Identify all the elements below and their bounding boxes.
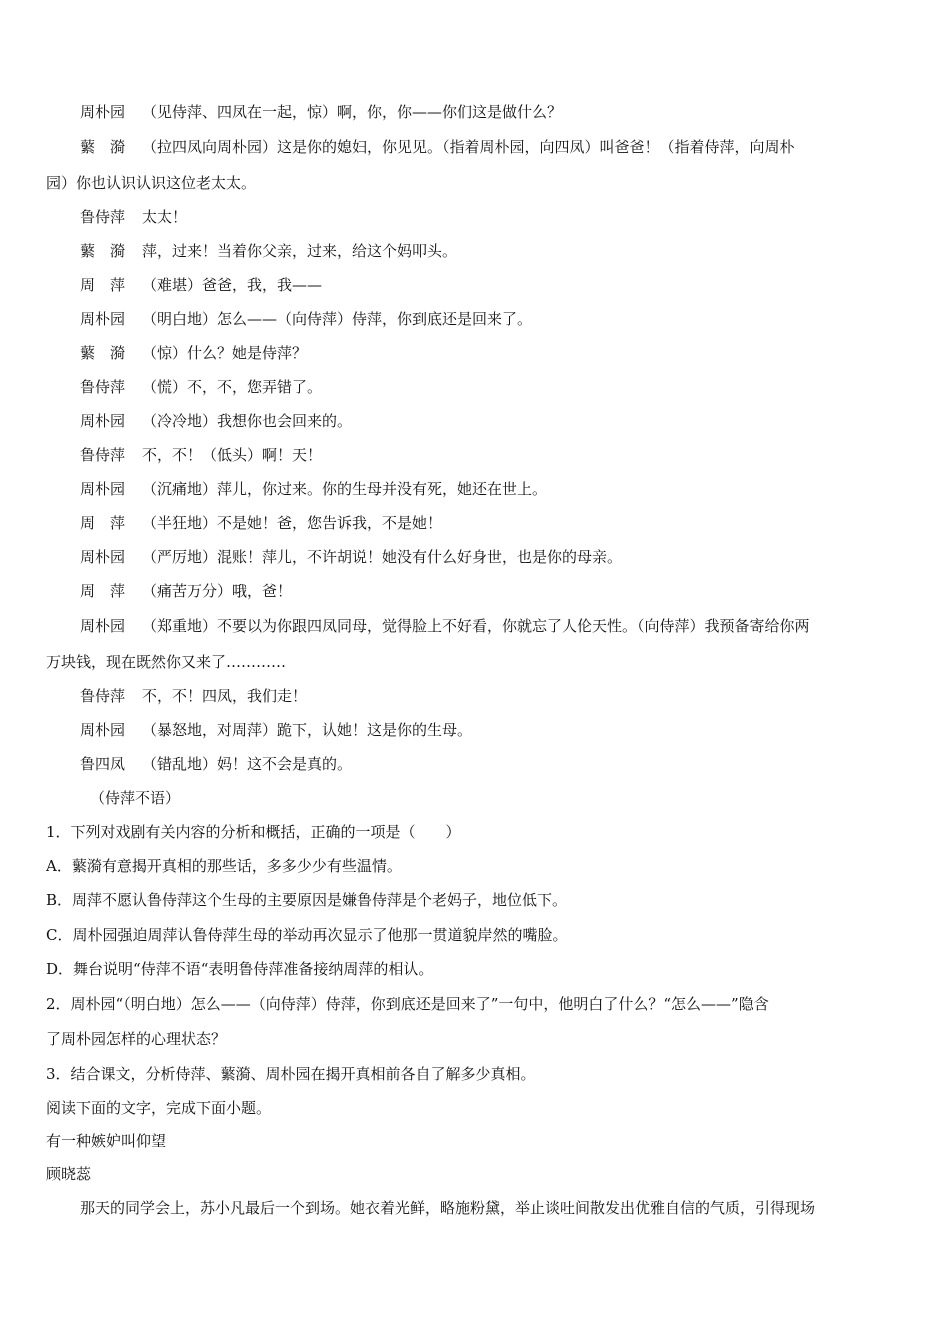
dialogue-line bbox=[0, 411, 950, 431]
speaker: 周朴园 bbox=[80, 548, 126, 566]
line-text: （郑重地）不要以为你跟四凤同母，觉得脸上不好看，你就忘了人伦天性。（向侍萍）我预备寄给你两 bbox=[142, 617, 810, 635]
question-1: 1．下列对戏剧有关内容的分析和概括，正确的一项是（ ） bbox=[46, 823, 461, 841]
line-text: （明白地）怎么——（向侍萍）侍萍，你到底还是回来了。 bbox=[142, 310, 533, 328]
speaker: 鲁四凤 bbox=[80, 755, 126, 773]
speaker: 鲁侍萍 bbox=[80, 208, 126, 226]
option-a: A．蘩漪有意揭开真相的那些话，多多少少有些温情。 bbox=[46, 857, 402, 875]
speaker: 周朴园 bbox=[80, 617, 126, 635]
dialogue-line bbox=[0, 686, 950, 706]
line-text: 太太！ bbox=[142, 208, 188, 226]
line-text: （难堪）爸爸，我，我—— bbox=[142, 276, 323, 294]
speaker: 周朴园 bbox=[80, 103, 126, 121]
speaker: 鲁侍萍 bbox=[80, 687, 126, 705]
dialogue-line bbox=[0, 581, 950, 601]
line-text: （拉四凤向周朴园）这是你的媳妇，你见见。（指着周朴园，向四凤）叫爸爸！（指着侍萍，向周朴 bbox=[142, 138, 795, 156]
dialogue-line bbox=[0, 102, 950, 122]
question-2-continuation: 了周朴园怎样的心理状态？ bbox=[46, 1030, 227, 1048]
question-3: 3．结合课文，分析侍萍、蘩漪、周朴园在揭开真相前各自了解多少真相。 bbox=[46, 1065, 536, 1083]
line-text: （见侍萍、四凤在一起，惊）啊，你，你——你们这是做什么？ bbox=[142, 103, 563, 121]
dialogue-line bbox=[0, 445, 950, 465]
dialogue-line bbox=[0, 275, 950, 295]
speaker: 蘩 漪 bbox=[80, 138, 126, 156]
line-text: 不，不！四凤，我们走！ bbox=[142, 687, 308, 705]
line-text: （惊）什么？她是侍萍？ bbox=[142, 344, 308, 362]
article-title: 有一种嫉妒叫仰望 bbox=[46, 1132, 167, 1150]
line-text: （痛苦万分）哦，爸！ bbox=[142, 582, 293, 600]
dialogue-line bbox=[0, 207, 950, 227]
speaker: 周 萍 bbox=[80, 582, 126, 600]
dialogue-line bbox=[0, 616, 950, 636]
article-paragraph: 那天的同学会上，苏小凡最后一个到场。她衣着光鲜，略施粉黛，举止谈吐间散发出优雅自信的气质，引得现场 bbox=[80, 1199, 816, 1217]
dialogue-line bbox=[0, 343, 950, 363]
line-text: （严厉地）混账！萍儿，不许胡说！她没有什么好身世，也是你的母亲。 bbox=[142, 548, 623, 566]
speaker: 周 萍 bbox=[80, 276, 126, 294]
dialogue-line bbox=[0, 137, 950, 157]
dialogue-line bbox=[0, 479, 950, 499]
stage-direction: （侍萍不语） bbox=[90, 789, 181, 807]
dialogue-line bbox=[0, 377, 950, 397]
line-text: （错乱地）妈！这不会是真的。 bbox=[142, 755, 353, 773]
option-d: D．舞台说明“侍萍不语“表明鲁侍萍准备接纳周萍的相认。 bbox=[46, 960, 434, 978]
speaker: 周 萍 bbox=[80, 514, 126, 532]
line-text: （沉痛地）萍儿，你过来。你的生母并没有死，她还在世上。 bbox=[142, 480, 548, 498]
speaker: 蘩 漪 bbox=[80, 242, 126, 260]
speaker: 周朴园 bbox=[80, 480, 126, 498]
dialogue-line bbox=[0, 720, 950, 740]
speaker: 蘩 漪 bbox=[80, 344, 126, 362]
speaker: 周朴园 bbox=[80, 412, 126, 430]
dialogue-continuation: 万块钱，现在既然你又来了………… bbox=[46, 653, 287, 671]
option-c: C．周朴园强迫周萍认鲁侍萍生母的举动再次显示了他那一贯道貌岸然的嘴脸。 bbox=[46, 926, 568, 944]
line-text: 萍，过来！当着你父亲，过来，给这个妈叩头。 bbox=[142, 242, 458, 260]
dialogue-line bbox=[0, 547, 950, 567]
speaker: 周朴园 bbox=[80, 310, 126, 328]
line-text: （暴怒地，对周萍）跪下，认她！这是你的生母。 bbox=[142, 721, 473, 739]
line-text: （慌）不，不，您弄错了。 bbox=[142, 378, 323, 396]
line-text: （冷冷地）我想你也会回来的。 bbox=[142, 412, 353, 430]
speaker: 周朴园 bbox=[80, 721, 126, 739]
line-text: 不，不！（低头）啊！天！ bbox=[142, 446, 323, 464]
dialogue-continuation: 园）你也认识认识这位老太太。 bbox=[46, 174, 257, 192]
speaker: 鲁侍萍 bbox=[80, 446, 126, 464]
dialogue-line bbox=[0, 754, 950, 774]
line-text: （半狂地）不是她！爸，您告诉我，不是她！ bbox=[142, 514, 443, 532]
article-author: 顾晓蕊 bbox=[46, 1165, 92, 1183]
dialogue-line bbox=[0, 241, 950, 261]
dialogue-line bbox=[0, 309, 950, 329]
reading-intro: 阅读下面的文字，完成下面小题。 bbox=[46, 1099, 272, 1117]
question-2: 2．周朴园“（明白地）怎么——（向侍萍）侍萍，你到底还是回来了”一句中，他明白了什么？“怎么——”隐含 bbox=[46, 995, 769, 1013]
option-b: B．周萍不愿认鲁侍萍这个生母的主要原因是嫌鲁侍萍是个老妈子，地位低下。 bbox=[46, 891, 568, 909]
dialogue-line bbox=[0, 513, 950, 533]
speaker: 鲁侍萍 bbox=[80, 378, 126, 396]
